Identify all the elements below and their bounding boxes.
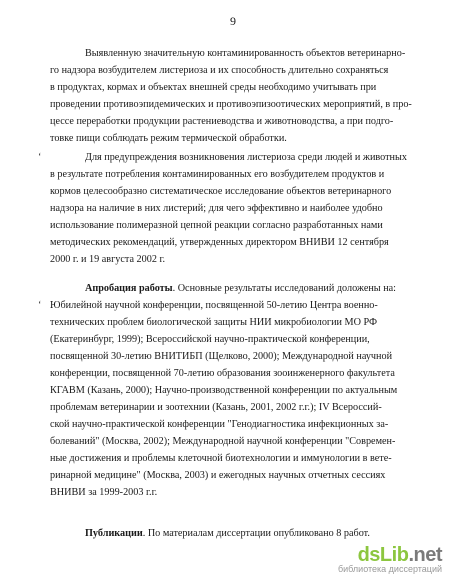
publications-heading: Публикации bbox=[85, 528, 143, 539]
text-line: Юбилейной научной конференции, посвященной 50-летию Центра военно- bbox=[50, 300, 378, 311]
text-line: Выявленную значительную контаминированность объектов ветеринарно- bbox=[85, 48, 406, 59]
text-line: конференции, посвященной 70-летию образования зооинженерного факультета bbox=[50, 368, 395, 379]
text-line: товке пищи соблюдать режим термической обработки. bbox=[50, 133, 287, 144]
page-number: 9 bbox=[230, 14, 236, 28]
text-line: болеваний" (Москва, 2002); Международной научной конференции "Современ- bbox=[50, 436, 396, 447]
publications-line bbox=[85, 528, 370, 540]
text-line: посвященной 30-летию ВНИТИБП (Щелково, 2000); Международной научной bbox=[50, 351, 393, 362]
text-line: ные достижения и проблемы клеточной биотехнологии и иммунологии в вете- bbox=[50, 453, 392, 464]
watermark-logo-tail: .net bbox=[408, 544, 442, 566]
text-line: КГАВМ (Казань, 2000); Научно-производственной конференции по актуальным bbox=[50, 385, 398, 396]
text-line: проблемам ветеринарии и зоотехнии (Казань, 2001, 2002 г.г.); IV Всероссий- bbox=[50, 402, 382, 413]
approbation-heading: Апробация работы bbox=[85, 283, 173, 294]
text-line: 2000 г. и 19 августа 2002 г. bbox=[50, 254, 166, 265]
text-line: проведении противоэпидемических и противоэпизоотических мероприятий, в про- bbox=[50, 99, 412, 110]
text-line: в результате потребления контаминированных его возбудителем продуктов и bbox=[50, 169, 385, 180]
watermark-logo-main: dsLib bbox=[357, 544, 409, 566]
text-line: кормов целесообразно систематическое исследование объектов ветеринарного bbox=[50, 186, 392, 197]
text-line: Для предупреждения возникновения листериоза среди людей и животных bbox=[85, 152, 407, 163]
text-line: использование полимеразной цепной реакции согласно разработанных нами bbox=[50, 220, 383, 231]
text-line: ВНИВИ за 1999-2003 г.г. bbox=[50, 487, 158, 498]
text-line: в продуктах, кормах и объектах внешней среды необходимо учитывать при bbox=[50, 82, 377, 93]
watermark-logo bbox=[322, 546, 442, 564]
text-line: ринарной медицине" (Москва, 2003) и ежегодных научных отчетных сессиях bbox=[50, 470, 386, 481]
text-line: методических рекомендаций, утвержденных директором ВНИВИ 12 сентября bbox=[50, 237, 389, 248]
text-line: надзора на наличие в них листерий; для чего эффективно и наиболее удобно bbox=[50, 203, 383, 214]
approbation-first-line bbox=[85, 283, 396, 295]
text-line: ской научно-практической конференции "Генодиагностика инфекционных за- bbox=[50, 419, 389, 430]
text-line: (Екатеринбург, 1999); Всероссийской научно-практической конференции, bbox=[50, 334, 370, 345]
margin-mark: ‘ bbox=[38, 300, 42, 311]
margin-mark: ‘ bbox=[38, 152, 42, 163]
approbation-intro: . Основные результаты исследований доложены на: bbox=[172, 283, 397, 294]
watermark-subtitle: библиотека диссертаций bbox=[337, 564, 442, 574]
text-line: цессе переработки продукции растениеводства и животноводства, а при подго- bbox=[50, 116, 394, 127]
publications-text: . По материалам диссертации опубликовано 8 работ. bbox=[142, 528, 370, 539]
text-line: го надзора возбудителем листериоза и их способность длительно сохраняться bbox=[50, 65, 389, 76]
dslib-watermark bbox=[322, 546, 442, 576]
text-line: технических проблем биологической защиты НИИ микробиологии МО РФ bbox=[50, 317, 378, 328]
